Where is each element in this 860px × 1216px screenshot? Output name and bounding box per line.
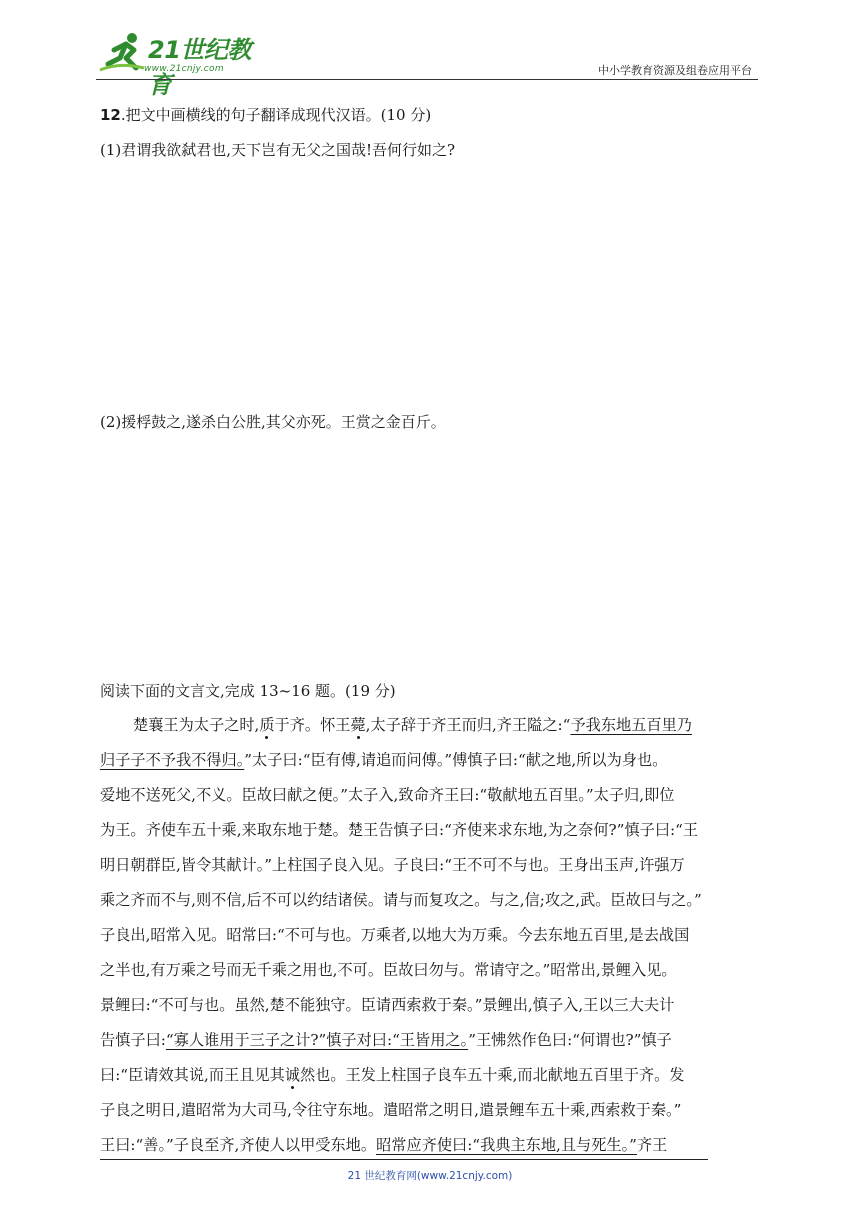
passage-line: 归子子不予我不得归。”太子曰:“臣有傅,请追而问傅。”傅慎子曰:“献之地,所以为身也。 — [100, 751, 668, 769]
question-12-part-2: (2)援桴鼓之,遂杀白公胜,其父亦死。王赏之金百斤。 — [100, 413, 446, 431]
underlined-sentence: 昭常应齐使曰:“我典主东地,且与死生。” — [376, 1136, 637, 1154]
runner-logo-icon — [96, 28, 148, 76]
passage-line: 为王。齐使车五十乘,来取东地于楚。楚王告慎子曰:“齐使来求东地,为之奈何?”慎子曰:“王 — [100, 821, 699, 839]
underlined-sentence: 归子子不予我不得归。 — [100, 751, 245, 769]
question-number: 12 — [100, 106, 121, 124]
passage-line: 曰:“臣请效其说,而王且见其诚然也。王发上柱国子良车五十乘,而北献地五百里于齐。发 — [100, 1066, 685, 1084]
passage-line: 子良之明日,遣昭常为大司马,令往守东地。遣昭常之明日,遣景鲤车五十乘,西索救于秦。” — [100, 1101, 682, 1119]
footer-link[interactable]: 21 世纪教育网(www.21cnjy.com) — [347, 1170, 513, 1182]
header-divider — [96, 79, 758, 80]
passage-line: 景鲤曰:“不可与也。虽然,楚不能独守。臣请西索救于秦。”景鲤出,慎子入,王以三大夫计 — [100, 996, 675, 1014]
classical-passage — [100, 708, 760, 1163]
passage-line: 王曰:“善。”子良至齐,齐使人以甲受东地。昭常应齐使曰:“我典主东地,且与死生。”齐王 — [100, 1136, 668, 1154]
underlined-sentence: “寡人谁用于三子之计?”慎子对曰:“王皆用之。 — [165, 1031, 469, 1049]
emphasis-dot-word: 质 — [259, 716, 275, 734]
question-12-part-1: (1)君谓我欲弑君也,天下岂有无父之国哉!吾何行如之? — [100, 141, 456, 159]
emphasis-dot-word: 薨 — [350, 716, 366, 734]
emphasis-dot-word: 诚 — [284, 1066, 300, 1084]
question-12-title — [100, 104, 431, 126]
logo-url: www.21cnjy.com — [144, 64, 224, 74]
passage-line: 告慎子曰:“寡人谁用于三子之计?”慎子对曰:“王皆用之。”王怫然作色曰:“何谓也?”慎子 — [100, 1031, 672, 1049]
page-header — [96, 28, 758, 99]
passage-line: 明日朝群臣,皆令其献计。”上柱国子良入见。子良曰:“王不可不与也。王身出玉声,许强万 — [100, 856, 685, 874]
footer-divider — [100, 1159, 708, 1160]
passage-line: 楚襄王为太子之时,质于齐。怀王薨,太子辞于齐王而归,齐王隘之:“予我东地五百里乃 — [133, 716, 692, 734]
passage-line: 之半也,有万乘之号而无千乘之用也,不可。臣故曰勿与。常请守之。”昭常出,景鲤入见。 — [100, 961, 677, 979]
passage-line: 乘之齐而不与,则不信,后不可以约结诸侯。请与而复攻之。与之,信;攻之,武。臣故曰与之。” — [100, 891, 702, 909]
question-prompt: .把文中画横线的句子翻译成现代汉语。(10 分) — [120, 106, 432, 124]
reading-instructions: 阅读下面的文言文,完成 13~16 题。(19 分) — [100, 682, 396, 700]
passage-line: 爱地不送死父,不义。臣故曰献之便。”太子入,致命齐王曰:“敬献地五百里。”太子归,即位 — [100, 786, 675, 804]
passage-line: 子良出,昭常入见。昭常曰:“不可与也。万乘者,以地大为万乘。今去东地五百里,是去战国 — [100, 926, 690, 944]
logo-text: 21世纪教育 — [148, 36, 251, 99]
site-logo[interactable] — [96, 28, 266, 99]
underlined-sentence: 予我东地五百里乃 — [570, 716, 692, 734]
platform-name: 中小学教育资源及组卷应用平台 — [598, 64, 752, 77]
